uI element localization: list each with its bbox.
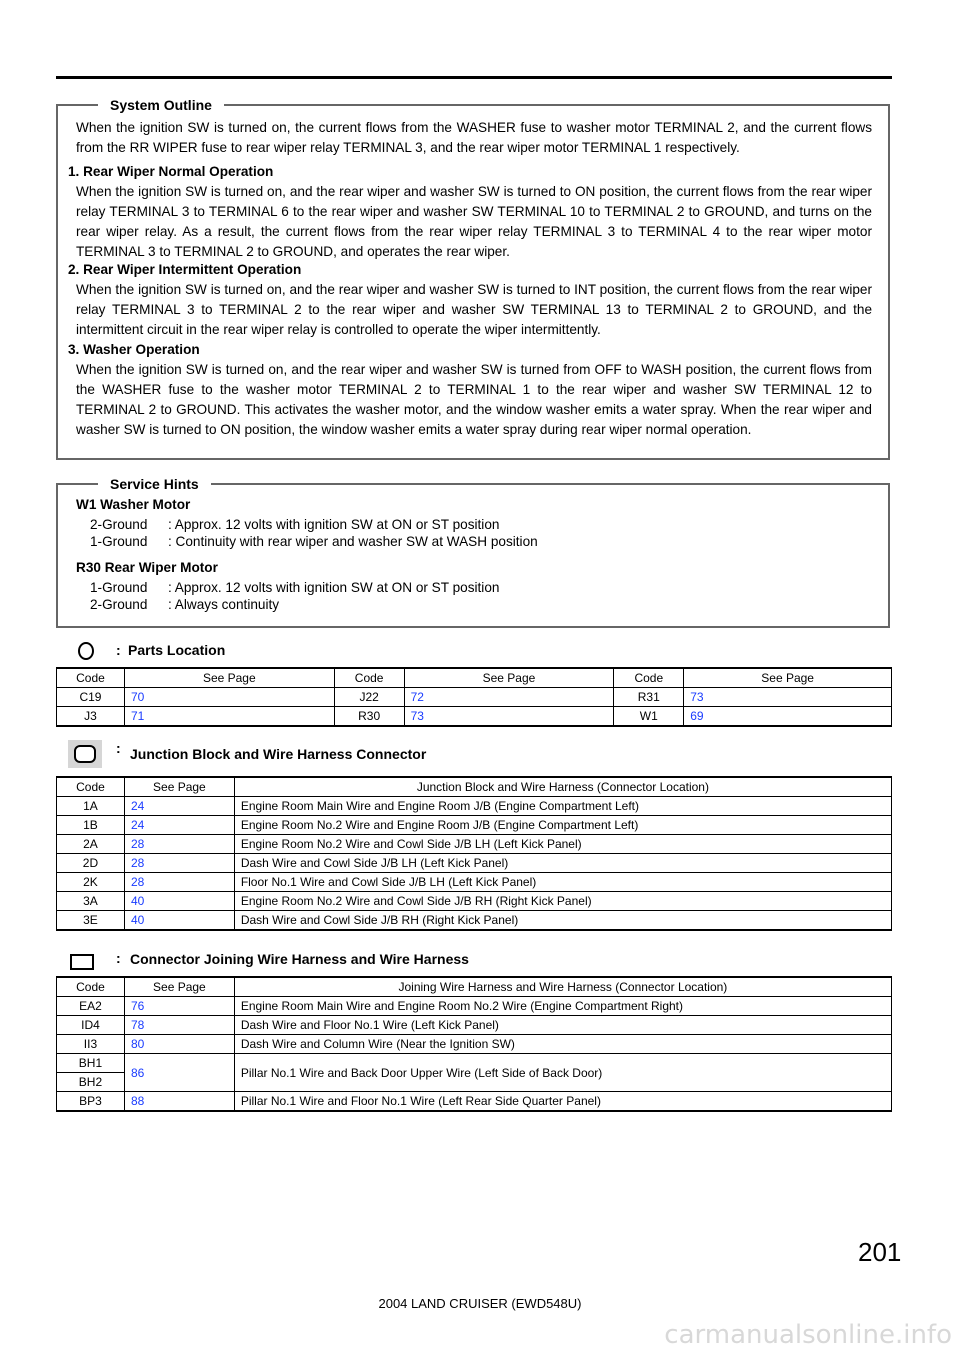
location-cell: Dash Wire and Floor No.1 Wire (Left Kick Panel): [234, 1016, 891, 1035]
code-cell: 3E: [57, 911, 125, 931]
parts-location-table: [56, 667, 892, 727]
table-header-row: [57, 977, 892, 997]
header-cell: See Page: [124, 668, 334, 688]
page-link[interactable]: 40: [124, 892, 234, 911]
outline-section-1-heading: 1. Rear Wiper Normal Operation: [68, 164, 274, 179]
code-cell: R31: [614, 688, 684, 707]
header-cell: See Page: [684, 668, 892, 688]
header-cell: See Page: [124, 777, 234, 797]
location-cell: Dash Wire and Cowl Side J/B RH (Right Kick Panel): [234, 911, 891, 931]
location-cell: Engine Room No.2 Wire and Engine Room J/B (Engine Compartment Left): [234, 816, 891, 835]
junction-block-icon-shape: [74, 745, 96, 763]
hint-w1-heading: W1 Washer Motor: [76, 497, 191, 512]
table-row: [57, 873, 892, 892]
connector-joining-label: Connector Joining Wire Harness and Wire Harness: [130, 951, 469, 967]
page-link[interactable]: 73: [684, 688, 892, 707]
code-cell: 2D: [57, 854, 125, 873]
hint-key: 2-Ground: [90, 597, 148, 612]
table-row: [57, 1035, 892, 1054]
table-row: [57, 1054, 892, 1073]
location-cell: Engine Room No.2 Wire and Cowl Side J/B RH (Right Kick Panel): [234, 892, 891, 911]
table-header-row: [57, 668, 892, 688]
header-cell: Code: [57, 668, 125, 688]
page-link[interactable]: 28: [124, 835, 234, 854]
location-cell: Engine Room Main Wire and Engine Room No.2 Wire (Engine Compartment Right): [234, 997, 891, 1016]
code-cell: II3: [57, 1035, 125, 1054]
location-cell: Pillar No.1 Wire and Floor No.1 Wire (Left Rear Side Quarter Panel): [234, 1092, 891, 1112]
outline-section-1-body: When the ignition SW is turned on, and the rear wiper and washer SW is turned to ON position, the current flows from the rear wiper relay TERMINAL 3 to TERMINAL 6 to the rear wiper and washer SW TERMINAL 10 to TERMINAL 2 to GROUND, and turns on the rear wiper relay. As a result, the current flows from the rear wiper relay TERMINAL 3 to TERMINAL 4 to the rear wiper motor TERMINAL 3 to TERMINAL 2 to GROUND, and operates the rear wiper.: [76, 184, 872, 259]
header-cell: Junction Block and Wire Harness (Connector Location): [234, 777, 891, 797]
connector-joining-icon: [70, 954, 94, 970]
header-cell: See Page: [404, 668, 614, 688]
location-cell: Pillar No.1 Wire and Back Door Upper Wire (Left Side of Back Door): [234, 1054, 891, 1092]
hint-value: : Approx. 12 volts with ignition SW at ON or ST position: [168, 580, 500, 595]
code-cell: BH2: [57, 1073, 125, 1092]
code-cell: 3A: [57, 892, 125, 911]
page-link[interactable]: 78: [124, 1016, 234, 1035]
hint-value: : Always continuity: [168, 597, 280, 612]
top-rule: [56, 76, 892, 79]
footer-title: 2004 LAND CRUISER (EWD548U): [378, 1296, 582, 1311]
page-link[interactable]: 24: [124, 797, 234, 816]
header-cell: See Page: [124, 977, 234, 997]
hint-value: : Approx. 12 volts with ignition SW at ON or ST position: [168, 517, 500, 532]
code-cell: W1: [614, 707, 684, 727]
table-row: [57, 688, 892, 707]
hint-r30-row-1: [90, 579, 499, 597]
junction-block-table: [56, 776, 892, 931]
code-cell: 2K: [57, 873, 125, 892]
hint-w1-row-2: [90, 533, 538, 551]
code-cell: 1A: [57, 797, 125, 816]
table-row: [57, 1016, 892, 1035]
table-row: [57, 707, 892, 727]
page-link[interactable]: 86: [124, 1054, 234, 1092]
code-cell: J22: [334, 688, 404, 707]
header-cell: Code: [334, 668, 404, 688]
code-cell: R30: [334, 707, 404, 727]
location-cell: Dash Wire and Column Wire (Near the Ignition SW): [234, 1035, 891, 1054]
system-outline-box: [56, 97, 890, 460]
page-link[interactable]: 73: [404, 707, 614, 727]
table-row: [57, 816, 892, 835]
code-cell: 1B: [57, 816, 125, 835]
table-row: [57, 835, 892, 854]
hint-r30-heading: R30 Rear Wiper Motor: [76, 560, 218, 575]
page-link[interactable]: 28: [124, 873, 234, 892]
parts-location-label: Parts Location: [128, 642, 226, 658]
page-link[interactable]: 40: [124, 911, 234, 931]
page-link[interactable]: 88: [124, 1092, 234, 1112]
table-header-row: [57, 777, 892, 797]
watermark: carmanualsonline.info: [664, 1320, 952, 1350]
page-link[interactable]: 72: [404, 688, 614, 707]
hint-key: 2-Ground: [90, 517, 148, 532]
location-cell: Floor No.1 Wire and Cowl Side J/B LH (Left Kick Panel): [234, 873, 891, 892]
table-row: [57, 892, 892, 911]
header-cell: Code: [57, 777, 125, 797]
table-row: [57, 854, 892, 873]
hint-key: 1-Ground: [90, 580, 148, 595]
code-cell: C19: [57, 688, 125, 707]
junction-block-colon: :: [116, 740, 121, 756]
outline-section-2-heading: 2. Rear Wiper Intermittent Operation: [68, 262, 302, 277]
page-link[interactable]: 69: [684, 707, 892, 727]
parts-location-icon: [78, 642, 94, 660]
service-hints-title: Service Hints: [98, 474, 211, 494]
outline-section-3-body: When the ignition SW is turned on, and the rear wiper and washer SW is turned from OFF to WASH position, the current flows from the WASHER fuse to the washer motor TERMINAL 2 to TERMINAL 1 to the rear wiper and washer SW TERMINAL 12 to TERMINAL 2 to GROUND. This activates the washer motor, and the window washer emits a water spray. When the rear wiper and washer SW is turned to ON position, the window washer emits a water spray during rear wiper normal operation.: [76, 362, 872, 437]
header-cell: Joining Wire Harness and Wire Harness (Connector Location): [234, 977, 891, 997]
outline-intro: When the ignition SW is turned on, the current flows from the WASHER fuse to washer motor TERMINAL 2, and the current flows from the RR WIPER fuse to rear wiper relay TERMINAL 3, and the rear wiper motor TERMINAL 1 respectively.: [76, 120, 872, 155]
code-cell: ID4: [57, 1016, 125, 1035]
hint-w1-row-1: [90, 516, 499, 534]
header-cell: Code: [614, 668, 684, 688]
page-link[interactable]: 70: [124, 688, 334, 707]
junction-block-label: Junction Block and Wire Harness Connector: [130, 746, 427, 762]
page-link[interactable]: 28: [124, 854, 234, 873]
table-row: [57, 797, 892, 816]
table-row: [57, 997, 892, 1016]
hint-r30-row-2: [90, 596, 279, 614]
connector-joining-table: [56, 976, 892, 1112]
service-hints-box: [56, 476, 890, 628]
table-row: [57, 1092, 892, 1112]
page-link[interactable]: 24: [124, 816, 234, 835]
header-cell: Code: [57, 977, 125, 997]
page-link[interactable]: 80: [124, 1035, 234, 1054]
page-link[interactable]: 76: [124, 997, 234, 1016]
location-cell: Engine Room No.2 Wire and Cowl Side J/B LH (Left Kick Panel): [234, 835, 891, 854]
outline-section-3-heading: 3. Washer Operation: [68, 342, 200, 357]
code-cell: J3: [57, 707, 125, 727]
location-cell: Dash Wire and Cowl Side J/B LH (Left Kick Panel): [234, 854, 891, 873]
code-cell: EA2: [57, 997, 125, 1016]
code-cell: BP3: [57, 1092, 125, 1112]
location-cell: Engine Room Main Wire and Engine Room J/B (Engine Compartment Left): [234, 797, 891, 816]
code-cell: BH1: [57, 1054, 125, 1073]
connector-joining-colon: :: [116, 950, 121, 966]
table-row: [57, 911, 892, 931]
outline-section-2-body: When the ignition SW is turned on, and the rear wiper and washer SW is turned to INT position, the current flows from the rear wiper relay TERMINAL 3 to TERMINAL 2 to the rear wiper and washer SW TERMINAL 13 to TERMINAL 2 to GROUND, and the intermittent circuit in the rear wiper relay is controlled to operate the wiper intermittently.: [76, 282, 872, 337]
system-outline-title: System Outline: [98, 95, 224, 115]
page-number: 201: [858, 1237, 902, 1267]
junction-block-icon: [68, 740, 102, 768]
parts-location-colon: :: [116, 642, 121, 658]
hint-value: : Continuity with rear wiper and washer SW at WASH position: [168, 534, 538, 549]
page-link[interactable]: 71: [124, 707, 334, 727]
code-cell: 2A: [57, 835, 125, 854]
hint-key: 1-Ground: [90, 534, 148, 549]
